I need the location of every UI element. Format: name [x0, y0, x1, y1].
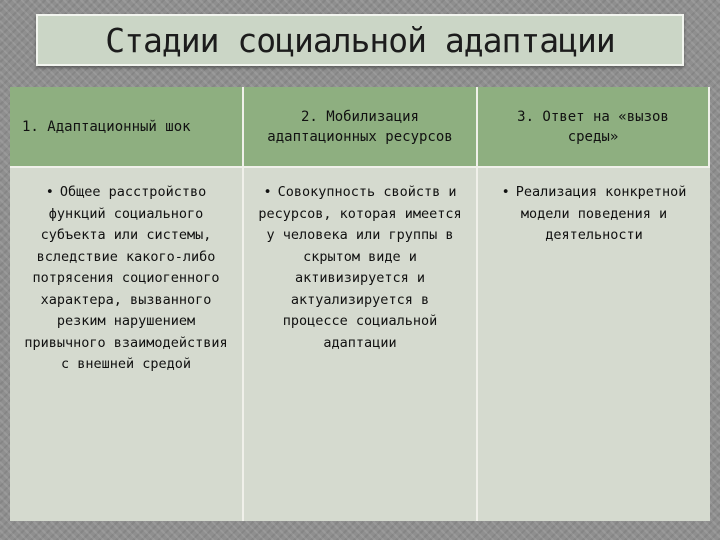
column-body-3 — [478, 166, 710, 521]
stages-table — [10, 87, 710, 521]
column-body-3-paragraph — [490, 182, 698, 247]
bullet-icon: • — [263, 184, 272, 200]
column-header-3 — [478, 87, 710, 166]
column-header-2 — [244, 87, 478, 166]
column-header-1-text: 1. Адаптационный шок — [22, 118, 191, 135]
column-header-1 — [10, 87, 244, 166]
column-body-2-paragraph — [256, 182, 464, 354]
column-body-1-text: Общее расстройство функций социального субъекта или системы, вследствие какого-либо потрясения социогенного характера, вызванного резким нарушением привычного взаимодействия с внешней средой — [24, 184, 228, 372]
column-body-2-text: Совокупность свойств и ресурсов, которая имеется у человека или группы в скрытом виде и активизируется и актуализируется в процессе социальной адаптации — [258, 184, 462, 351]
column-body-2 — [244, 166, 478, 521]
slide-title: Стадии социальной адаптации — [105, 20, 615, 60]
column-body-3-text: Реализация конкретной модели поведения и деятельности — [515, 184, 687, 243]
column-body-1-paragraph — [22, 182, 230, 376]
bullet-icon: • — [501, 184, 510, 200]
column-body-1 — [10, 166, 244, 521]
title-box — [36, 14, 684, 66]
column-header-3-text: 3. Ответ на «вызов среды» — [517, 108, 669, 145]
column-header-2-text: 2. Мобилизация адаптационных ресурсов — [267, 108, 453, 145]
bullet-icon: • — [45, 184, 54, 200]
